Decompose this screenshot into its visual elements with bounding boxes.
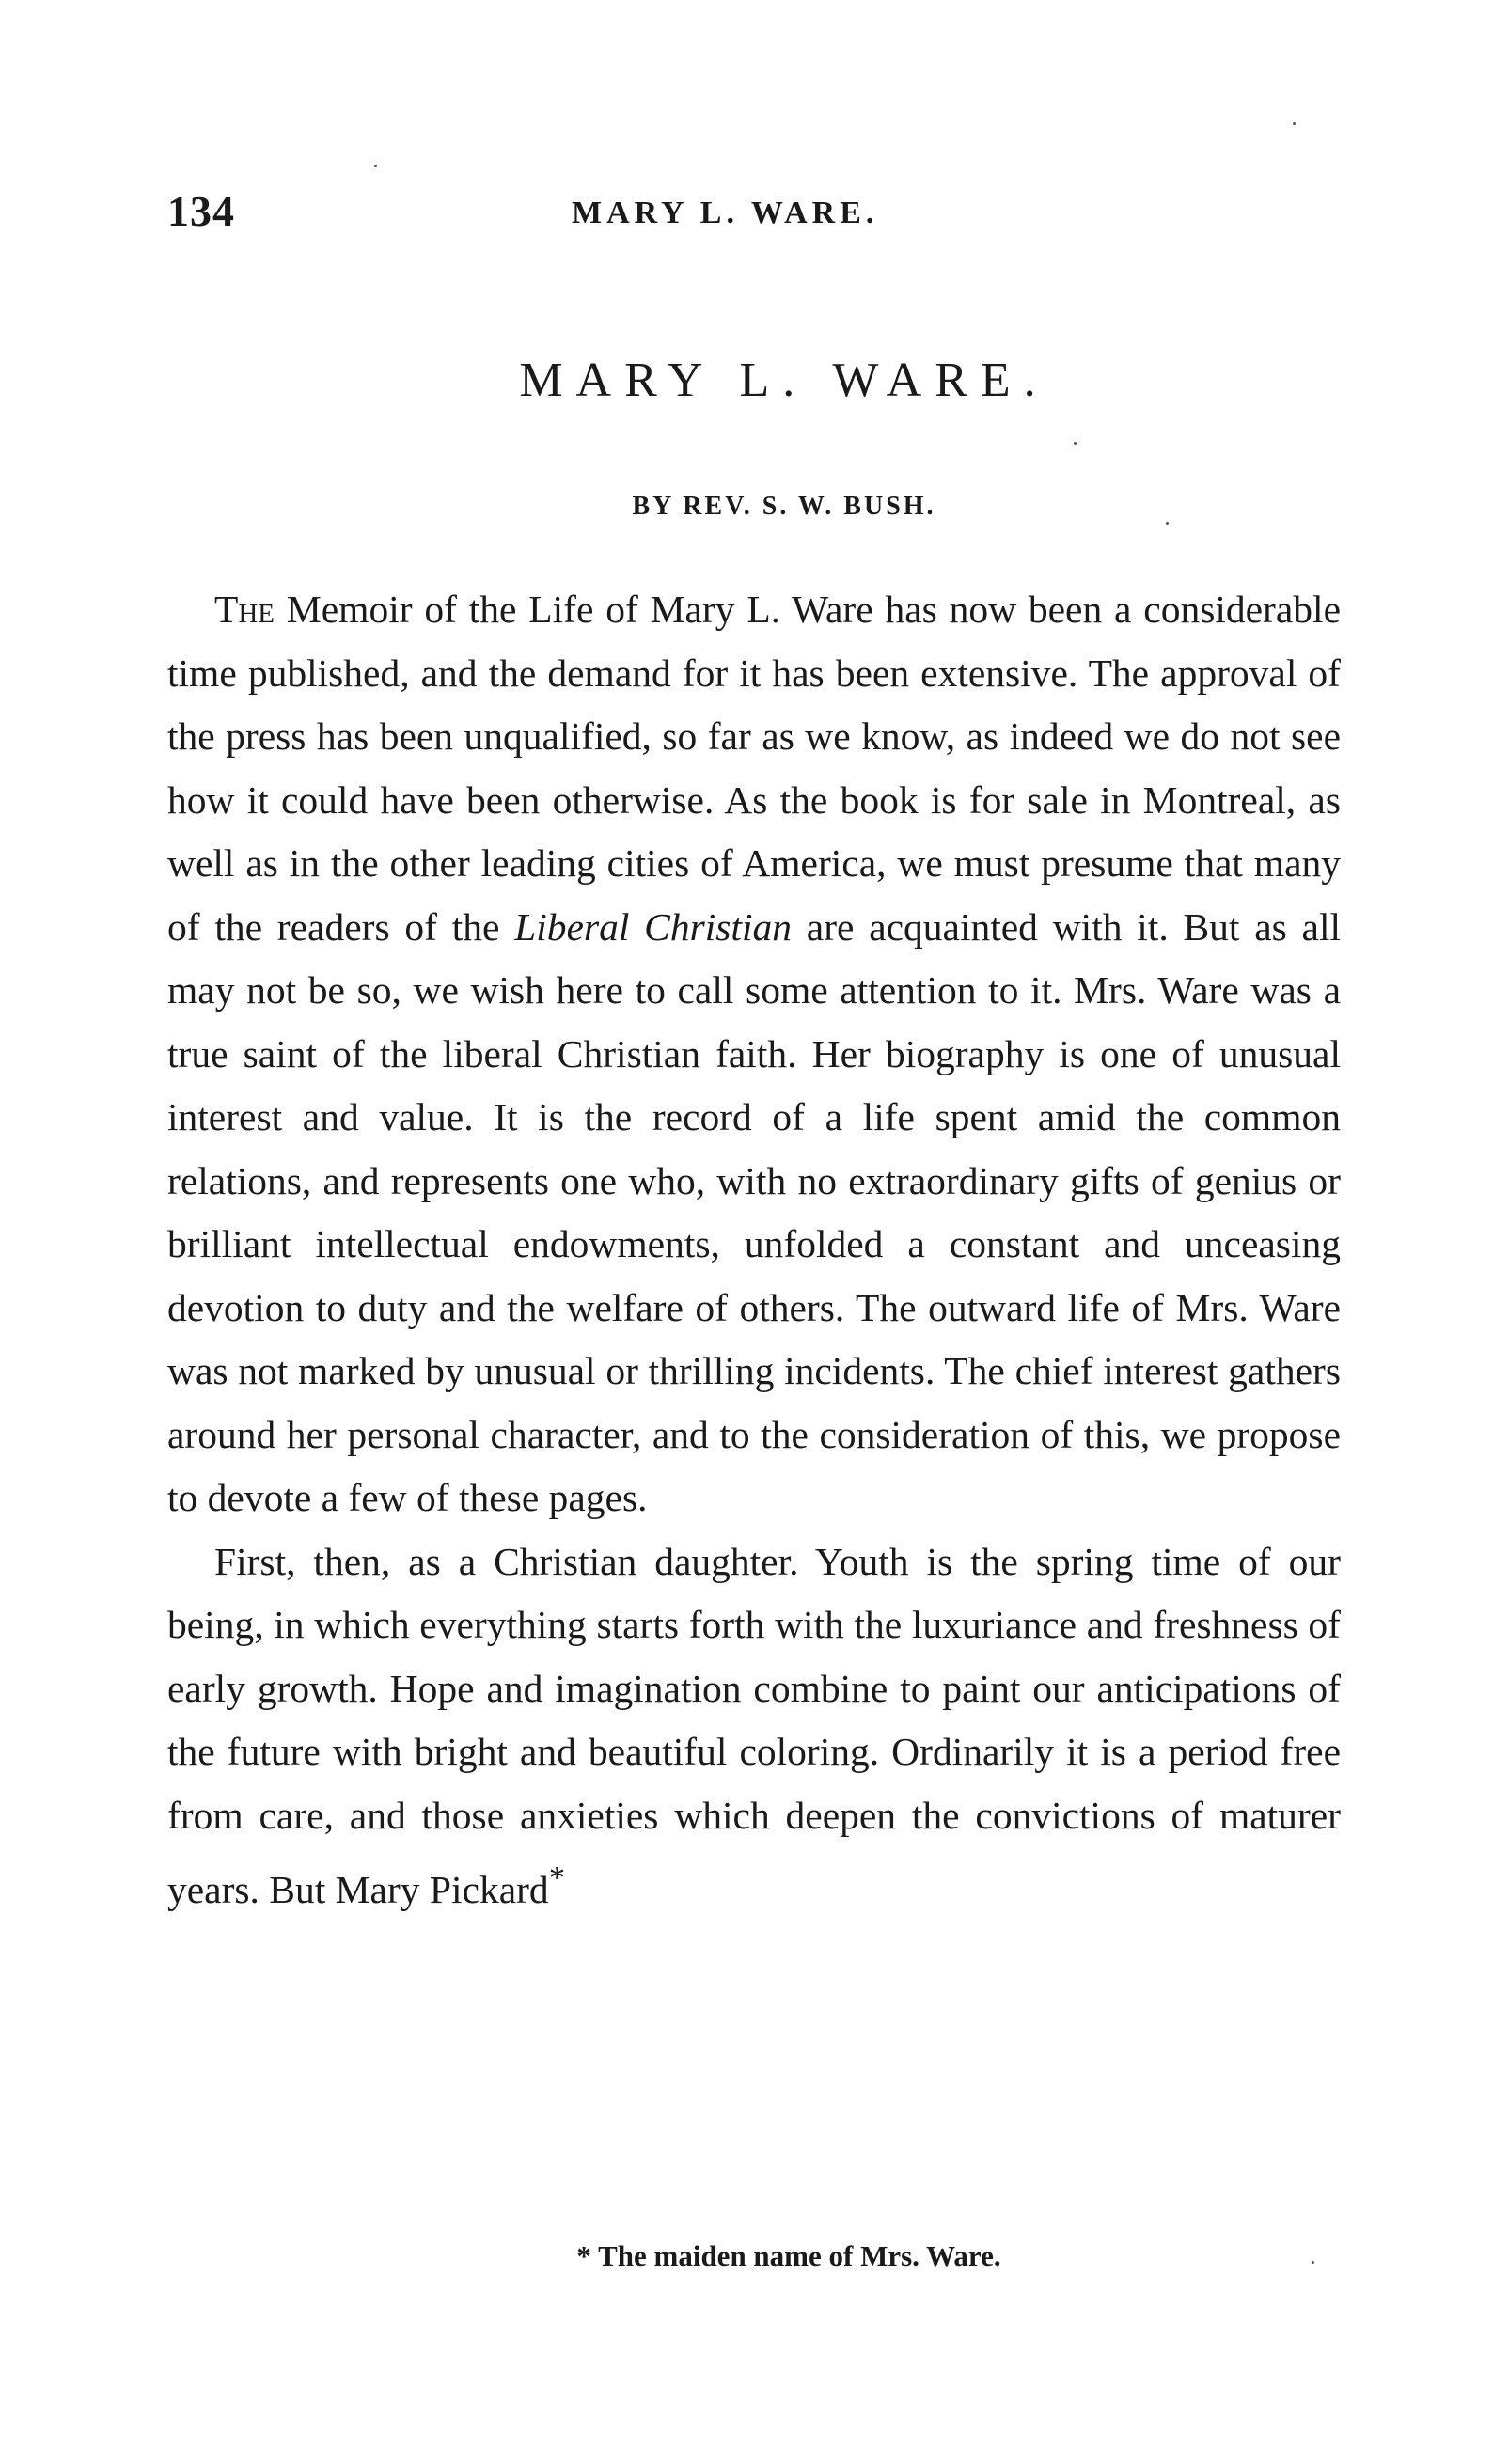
article-body [167,578,1341,1922]
running-head [167,186,1335,243]
running-title: MARY L. WARE. [572,196,879,230]
italic-title: Liberal Christian [514,904,792,949]
paragraph-2-text: First, then, as a Christian daughter. Youth is the spring time of our being, in which everything starts forth with the luxuriance and freshness of early growth. Hope and imagination combine to paint our anticipations of the future with bright and beautiful coloring. Ordinarily it is a period free from care, and those anxieties which deepen the convictions of maturer years. But Mary Pickard [167,1539,1341,1911]
footnote-mark: * [548,1860,565,1896]
paper-speck [374,165,377,167]
footnote: * The maiden name of Mrs. Ware. [576,2239,1001,2272]
paper-speck [1293,122,1296,125]
paragraph-2 [167,1530,1341,1923]
paragraph-lead-word: The [214,588,275,631]
paragraph-1-text-b: are acquainted with it. But as all may not be so, we wish here to call some attention to it. Mrs. Ware was a true saint of the liberal Christian faith. Her biography is one of unusual interest and value. It is the record of a life spent amid the common relations, and represents one who, with no extraordinary gifts of genius or brilliant intellectual endowments, unfolded a constant and unceasing devotion to duty and the welfare of others. The outward life of Mrs. Ware was not marked by unusual or thrilling incidents. The chief interest gathers around her personal character, and to the consideration of this, we propose to devote a few of these pages. [167,904,1342,1519]
page-number: 134 [167,187,235,235]
paper-speck [1074,442,1077,445]
paragraph-1 [167,578,1341,1530]
paragraph-1-text-a: Memoir of the Life of Mary L. Ware has now been a considerable time published, and the demand for it has been extensive. The approval of the press has been unqualified, so far as we know, as indeed we do not see how it could have been otherwise. As the book is for sale in Montreal, as well as in the other leading cities of America, we must presume that many of the readers of the [167,588,1341,949]
article-title: MARY L. WARE. [519,353,1049,407]
paper-speck [1312,2261,1314,2264]
byline: BY REV. S. W. BUSH. [632,492,936,521]
paper-speck [1166,522,1169,525]
